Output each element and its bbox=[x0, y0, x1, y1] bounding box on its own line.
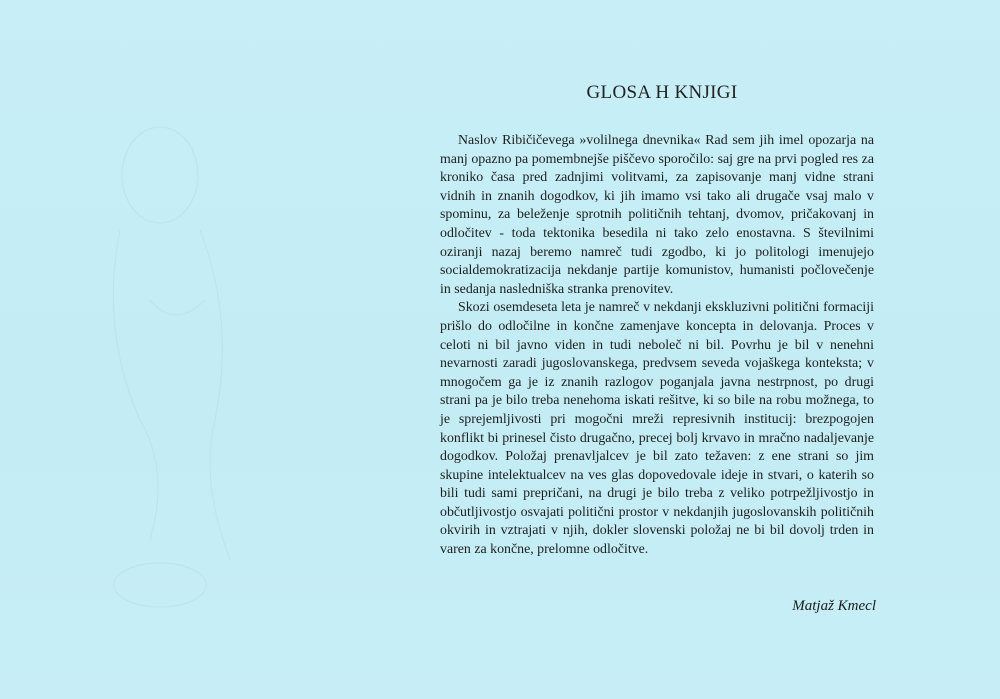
author-signature: Matjaž Kmecl bbox=[792, 598, 876, 614]
page-title: GLOSA H KNJIGI bbox=[586, 82, 738, 103]
article-body bbox=[440, 132, 874, 560]
paragraph-2: Skozi osemdeseta leta je namreč v nekdanji ekskluzivni politični formaciji prišlo do odločilne in končne zamenjave koncepta in delovanja. Proces v celoti ni bil javno viden in tudi neboleč ni bil. Povrhu je bil v nenehni nevarnosti zaradi jugoslovanskega, predvsem seveda vojaškega konteksta; v mnogočem ga je iz znanih razlogov poganjala javna nestrpnost, po drugi strani pa je bilo treba nenehoma iskati rešitve, ki so bile na robu možnega, to je sprejemljivosti pri mogočni mreži represivnih institucij: brezpogojen konflikt bi prinesel čisto drugačno, precej bolj krvavo in mračno nadaljevanje dogodkov. Položaj prenavljalcev je bil zato težaven: z ene strani so jim skupine intelektualcev na ves glas dopovedovale ideje in stvari, o katerih so bili tudi sami prepričani, na drugi je bilo treba z veliko potrpežljivostjo in občutljivostjo osvajati politični prostor v nekdanjih jugoslovanskih političnih okvirih in vztrajati v njih, dokler slovenski položaj ne bi bil dovolj trden in varen za končne, prelomne odločitve. bbox=[440, 300, 874, 558]
paragraph-1: Naslov Ribičičevega »volilnega dnevnika« Rad sem jih imel opozarja na manj opazno pa pomembnejše piščevo sporočilo: saj gre na prvi pogled res za kroniko časa pred zadnjimi volitvami, za zapisovanje manj vidne strani vidnih in znanih dogodkov, ki jih imamo vsi tako ali drugače vsaj malo v spominu, za beleženje sprotnih političnih tehtanj, dvomov, pričakovanj in odločitev - toda tektonika besedila ni tako zelo enostavna. S številnimi oziranji nazaj beremo namreč tudi zgodbo, ki jo politologi imenujejo socialdemokratizacija nekdanje partije komunistov, humanisti počlovečenje in sedanja nasledniška stranka prenovitev. bbox=[440, 133, 874, 297]
